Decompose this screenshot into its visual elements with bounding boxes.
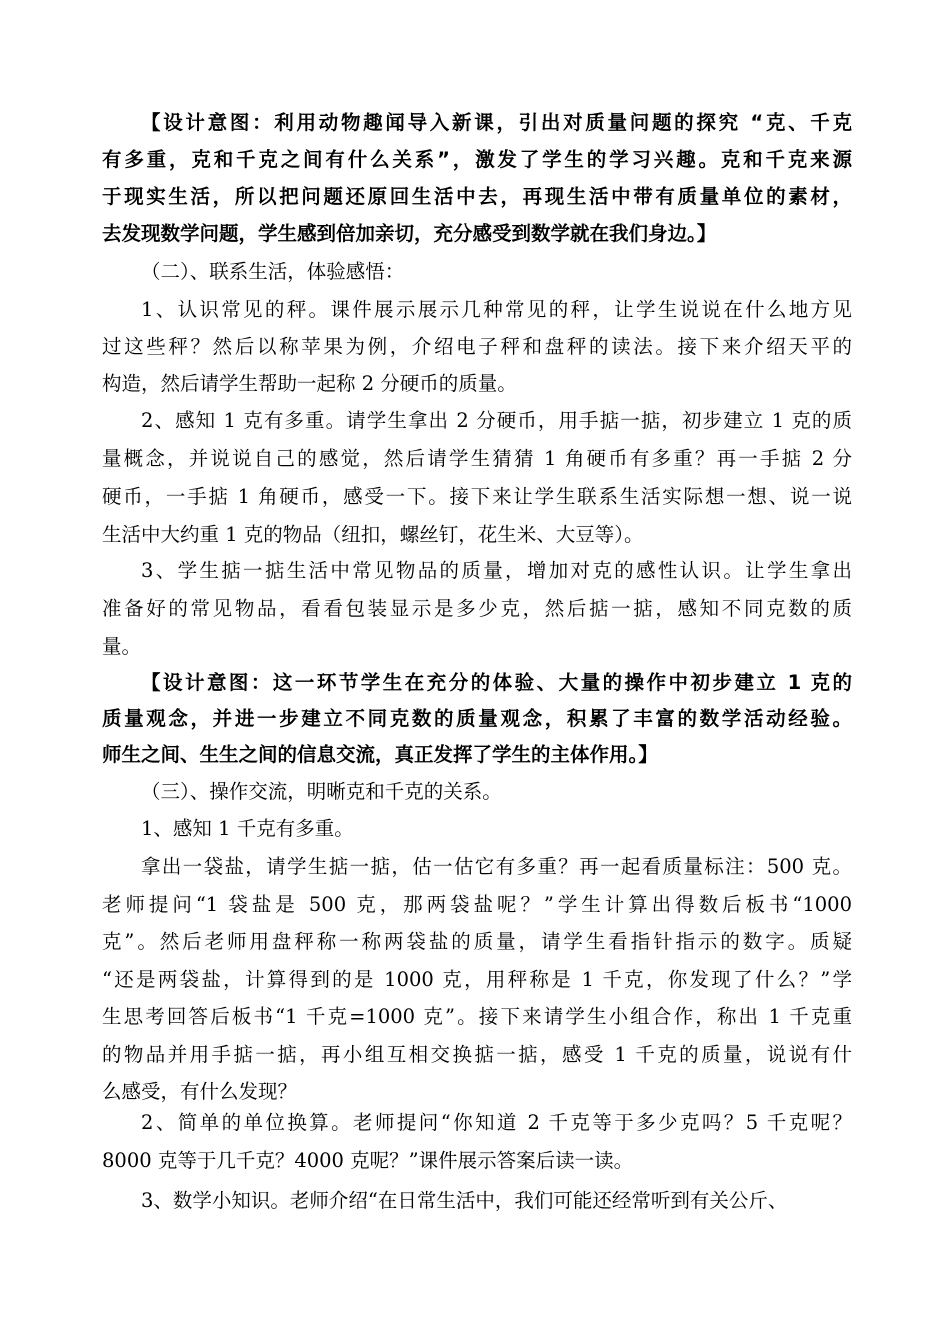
text-line: 去发现数学问题，学生感到倍加亲切，充分感受到数学就在我们身边。】 bbox=[102, 222, 717, 245]
text-line: 质量观念，并进一步建立不同克数的质量观念，积累了丰富的数学活动经验。 bbox=[102, 707, 852, 730]
item-3-1-body-paragraph bbox=[102, 848, 852, 1111]
item-3-1-paragraph bbox=[102, 811, 852, 846]
text-line: 于现实生活，所以把问题还原回生活中去，再现生活中带有质量单位的素材， bbox=[102, 185, 852, 208]
text-line: 有多重，克和千克之间有什么关系”，激发了学生的学习兴趣。克和千克来源 bbox=[102, 148, 852, 171]
text-line: 么感受，有什么发现？ bbox=[102, 1080, 298, 1103]
text-line: 2、感知 1 克有多重。请学生拿出 2 分硬币，用手掂一掂，初步建立 1 克的质 bbox=[141, 409, 852, 432]
text-line: 拿出一袋盐，请学生掂一掂，估一估它有多重？再一起看质量标注：500 克。 bbox=[141, 855, 852, 878]
text-line: 过这些秤？然后以称苹果为例，介绍电子秤和盘秤的读法。接下来介绍天平的 bbox=[102, 335, 852, 358]
item-3-2-paragraph bbox=[102, 1104, 852, 1180]
item-2-3-paragraph bbox=[102, 552, 852, 666]
item-2-1-paragraph bbox=[102, 291, 852, 402]
text-line: 生活中大约重 1 克的物品（纽扣，螺丝钉，花生米、大豆等）。 bbox=[102, 523, 644, 546]
text-line: 1、认识常见的秤。课件展示展示几种常见的秤，让学生说说在什么地方见 bbox=[141, 298, 852, 321]
text-line: 硬币，一手掂 1 角硬币，感受一下。接下来让学生联系生活实际想一想、说一说 bbox=[102, 485, 852, 508]
text-line: （三）、操作交流，明晰克和千克的关系。 bbox=[141, 780, 502, 803]
text-line: 老师提问“1 袋盐是 500 克，那两袋盐呢？”学生计算出得数后板书“1000 bbox=[102, 892, 852, 916]
design-intent-2-paragraph bbox=[102, 665, 852, 773]
text-line: 量。 bbox=[102, 635, 142, 658]
item-2-2-paragraph bbox=[102, 402, 852, 554]
text-line: 3、数学小知识。老师介绍“在日常生活中，我们可能还经常听到有关公斤、 bbox=[141, 1189, 788, 1212]
text-line: 【设计意图：这一环节学生在充分的体验、大量的操作中初步建立 1 克的 bbox=[141, 671, 852, 694]
text-line: 量概念，并说说自己的感觉，然后请学生猜猜 1 角硬币有多重？再一手掂 2 分 bbox=[102, 447, 852, 470]
text-line: 克”。然后老师用盘秤称一称两袋盐的质量，请学生看指针指示的数字。质疑 bbox=[102, 930, 852, 953]
text-line: （二）、联系生活，体验感悟： bbox=[141, 260, 405, 283]
text-line: 3、学生掂一掂生活中常见物品的质量，增加对克的感性认识。让学生拿出 bbox=[141, 559, 852, 582]
text-line: 生思考回答后板书“1 千克=1000 克”。接下来请学生小组合作，称出 1 千克重 bbox=[102, 1005, 852, 1028]
text-line: “还是两袋盐，计算得到的是 1000 克，用秤称是 1 千克，你发现了什么？”学 bbox=[102, 967, 852, 991]
text-line: 2、简单的单位换算。老师提问“你知道 2 千克等于多少克吗？5 千克呢？ bbox=[141, 1111, 852, 1134]
text-line: 【设计意图：利用动物趣闻导入新课，引出对质量问题的探究 “克、千克 bbox=[141, 111, 852, 134]
design-intent-1-paragraph bbox=[102, 104, 852, 252]
text-line: 1、感知 1 千克有多重。 bbox=[141, 817, 354, 840]
text-line: 师生之间、生生之间的信息交流，真正发挥了学生的主体作用。】 bbox=[102, 743, 658, 766]
text-line: 构造，然后请学生帮助一起称 2 分硬币的质量。 bbox=[102, 372, 517, 395]
item-3-3-paragraph bbox=[102, 1183, 852, 1218]
section-3-heading-paragraph bbox=[102, 774, 852, 809]
section-2-heading-paragraph bbox=[102, 254, 852, 289]
text-line: 准备好的常见物品，看看包装显示是多少克，然后掂一掂，感知不同克数的质 bbox=[102, 597, 852, 620]
text-line: 8000 克等于几千克？4000 克呢？”课件展示答案后读一读。 bbox=[102, 1149, 634, 1172]
text-line: 的物品并用手掂一掂，再小组互相交换掂一掂，感受 1 千克的质量，说说有什 bbox=[102, 1042, 852, 1066]
